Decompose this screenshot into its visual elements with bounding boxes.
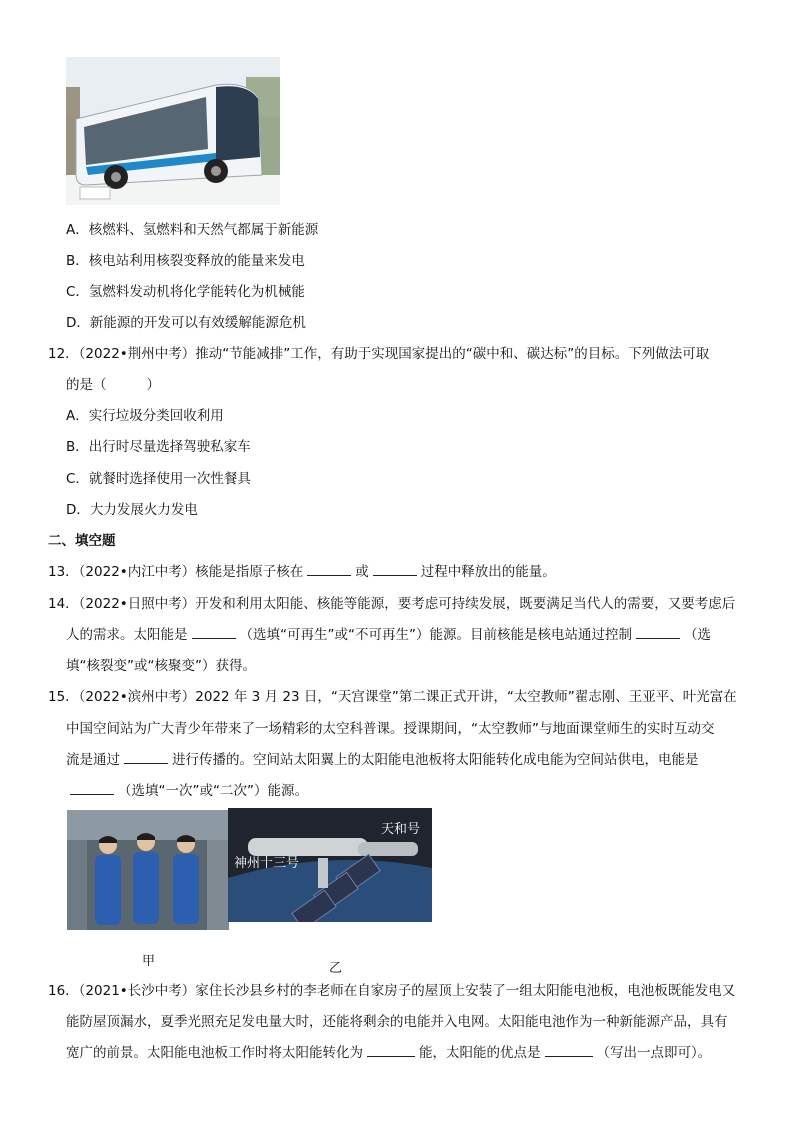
answer-blank[interactable] [192, 626, 236, 639]
answer-blank[interactable] [307, 563, 351, 576]
q12-stem-line2: 的是（ ） [66, 377, 160, 393]
q12-option-b: B．出行时尽量选择驾驶私家车 [66, 439, 251, 455]
space-station-photo [228, 808, 432, 922]
q15-stem-line4: （选填“一次”或“二次”）能源。 [70, 782, 308, 800]
q16-stem-line1: 16．（2021•长沙中考）家住长沙县乡村的李老师在自家房子的屋顶上安装了一组太阳能电池板，电池板既能发电又 [48, 983, 736, 999]
q16-stem-line3: 宽广的前景。太阳能电池板工作时将太阳能转化为 能，太阳能的优点是 （写出一点即可）。 [66, 1045, 712, 1061]
q11-option-b: B．核电站利用核裂变释放的能量来发电 [66, 253, 305, 269]
q12-stem-line1: 12．（2022•荆州中考）推动“节能减排”工作，有助于实现国家提出的“碳中和、碳达标”的目标。下列做法可取 [48, 346, 710, 362]
q15-stem-line2: 中国空间站为广大青少年带来了一场精彩的太空科普课。授课期间，“太空教师”与地面课堂师生的实时互动交 [66, 721, 715, 737]
answer-blank[interactable] [636, 626, 680, 639]
section-heading: 二、填空题 [48, 533, 116, 549]
q12-option-a: A．实行垃圾分类回收利用 [66, 408, 224, 424]
figure-label-b: 乙 [329, 961, 343, 976]
electric-bus-image [66, 57, 280, 205]
astronauts-photo [67, 810, 229, 930]
answer-blank[interactable] [373, 563, 417, 576]
answer-blank[interactable] [124, 751, 168, 764]
q15-stem-line3: 流是通过 进行传播的。空间站太阳翼上的太阳能电池板将太阳能转化成电能为空间站供电，电能是 [66, 752, 699, 768]
q16-stem-line2: 能防屋顶漏水，夏季光照充足发电量大时，还能将剩余的电能并入电网。太阳能电池作为一种新能源产品，具有 [66, 1014, 728, 1030]
q12-option-c: C．就餐时选择使用一次性餐具 [66, 471, 251, 487]
q12-option-d: D．大力发展火力发电 [66, 502, 198, 518]
q13-stem: 13．（2022•内江中考）核能是指原子核在 或 过程中释放出的能量。 [48, 564, 556, 580]
answer-blank[interactable] [367, 1044, 415, 1057]
answer-blank[interactable] [70, 782, 114, 795]
q11-option-d: D．新能源的开发可以有效缓解能源危机 [66, 315, 306, 331]
figure-label-a: 甲 [142, 954, 156, 969]
q15-stem-line1: 15．（2022•滨州中考）2022 年 3 月 23 日，“天宫课堂”第二课正式开讲，“太空教师”翟志刚、王亚平、叶光富在 [48, 689, 737, 705]
answer-blank[interactable] [545, 1044, 593, 1057]
q14-stem-line3: 填“核裂变”或“核聚变”）获得。 [66, 658, 256, 674]
tianhe-label: 天和号 [381, 822, 421, 837]
q11-option-c: C．氢燃料发动机将化学能转化为机械能 [66, 284, 305, 300]
q14-stem-line1: 14．（2022•日照中考）开发和利用太阳能、核能等能源，要考虑可持续发展，既要满足当代人的需要，又要考虑后 [48, 596, 736, 612]
q14-stem-line2: 人的需求。太阳能是 （选填“可再生”或“不可再生”）能源。目前核能是核电站通过控制 （选 [66, 627, 711, 643]
q11-option-a: A．核燃料、氢燃料和天然气都属于新能源 [66, 222, 319, 238]
shenzhou-label: 神州十三号 [234, 856, 300, 871]
